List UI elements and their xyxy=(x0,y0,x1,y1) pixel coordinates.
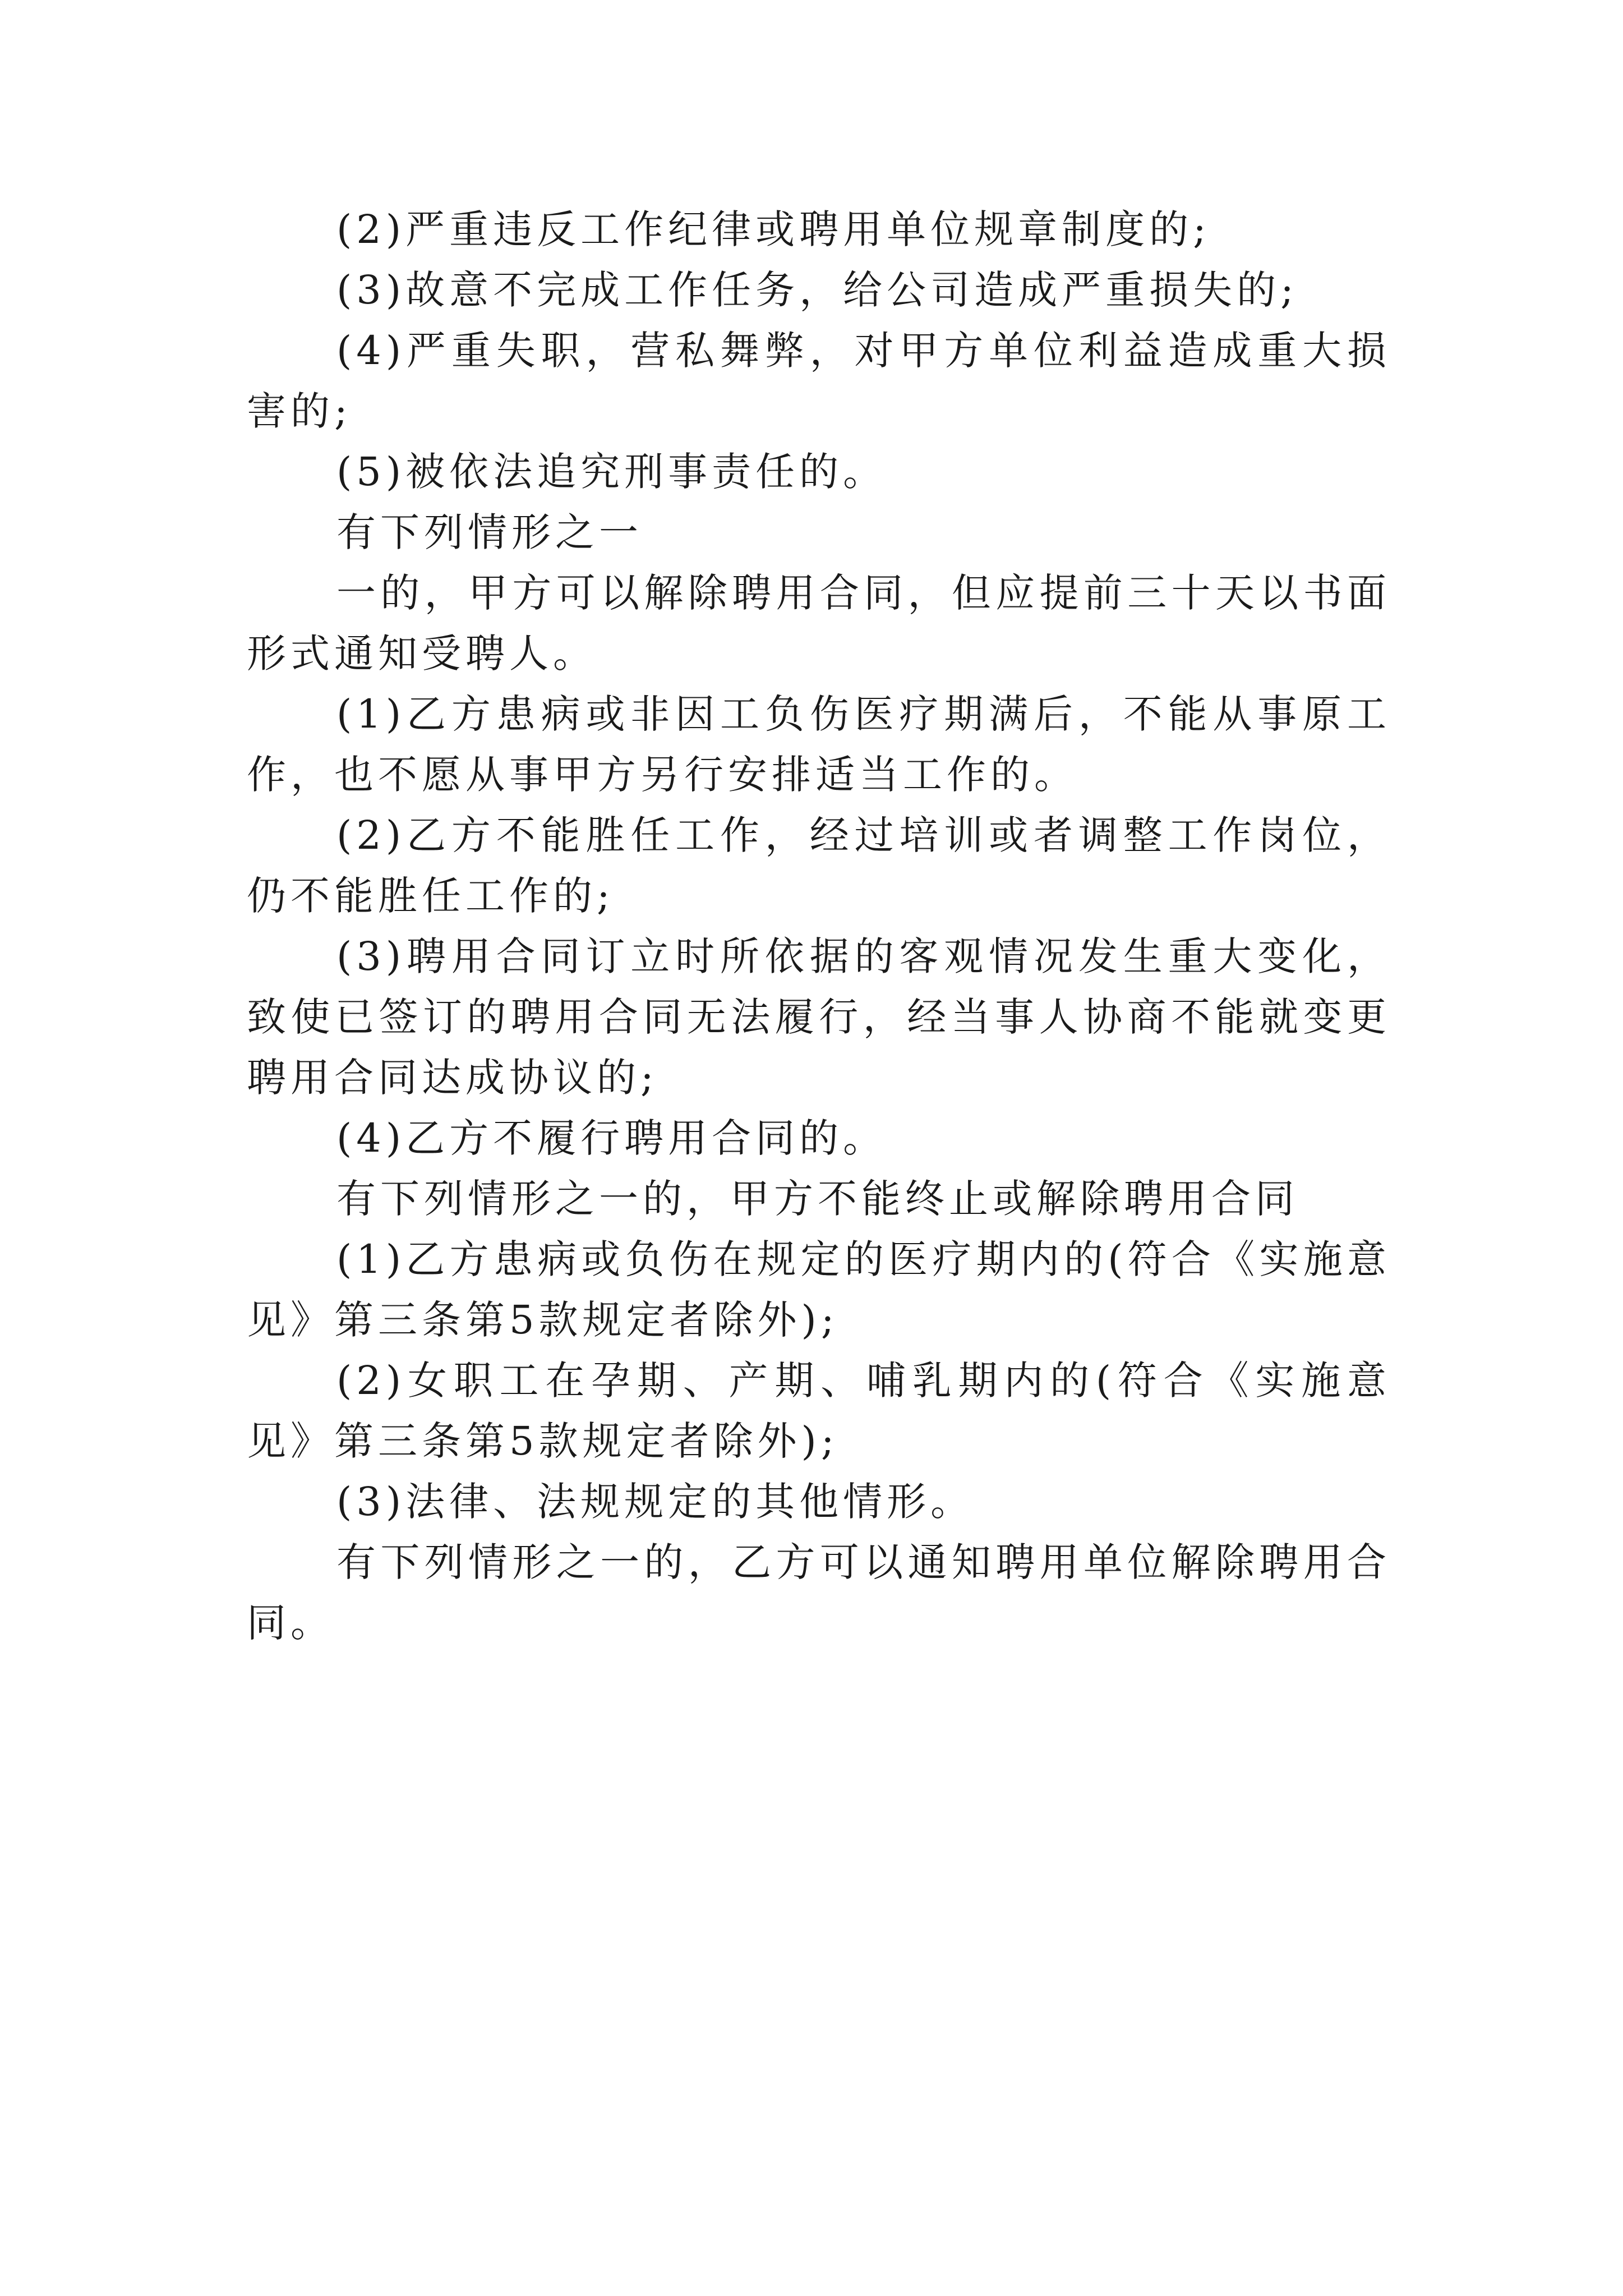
paragraph-10: (4)乙方不履行聘用合同的。 xyxy=(336,1115,887,1161)
paragraph-13: (2)女职工在孕期、产期、哺乳期内的(符合《实施意见》第三条第5款规定者除外); xyxy=(247,1358,1391,1464)
paragraph-3: (4)严重失职，营私舞弊，对甲方单位利益造成重大损害的; xyxy=(247,328,1391,434)
paragraph-4: (5)被依法追究刑事责任的。 xyxy=(336,449,887,495)
paragraph-5: 有下列情形之一 xyxy=(336,509,643,555)
paragraph-11: 有下列情形之一的，甲方不能终止或解除聘用合同 xyxy=(336,1176,1299,1222)
paragraph-8: (2)乙方不能胜任工作，经过培训或者调整工作岗位，仍不能胜任工作的; xyxy=(247,812,1391,919)
paragraph-14: (3)法律、法规规定的其他情形。 xyxy=(336,1479,975,1525)
paragraph-15: 有下列情形之一的，乙方可以通知聘用单位解除聘用合同。 xyxy=(247,1539,1391,1646)
paragraph-9: (3)聘用合同订立时所依据的客观情况发生重大变化，致使已签订的聘用合同无法履行，经当事人协商不能就变更聘用合同达成协议的; xyxy=(247,933,1391,1101)
paragraph-6: 一的，甲方可以解除聘用合同，但应提前三十天以书面形式通知受聘人。 xyxy=(247,570,1391,677)
paragraph-2: (3)故意不完成工作任务，给公司造成严重损失的; xyxy=(336,267,1298,313)
paragraph-7: (1)乙方患病或非因工负伤医疗期满后，不能从事原工作，也不愿从事甲方另行安排适当工作的。 xyxy=(247,691,1391,798)
paragraph-12: (1)乙方患病或负伤在规定的医疗期内的(符合《实施意见》第三条第5款规定者除外); xyxy=(247,1236,1391,1343)
document-body xyxy=(247,199,1391,1653)
paragraph-1: (2)严重违反工作纪律或聘用单位规章制度的; xyxy=(336,206,1211,252)
